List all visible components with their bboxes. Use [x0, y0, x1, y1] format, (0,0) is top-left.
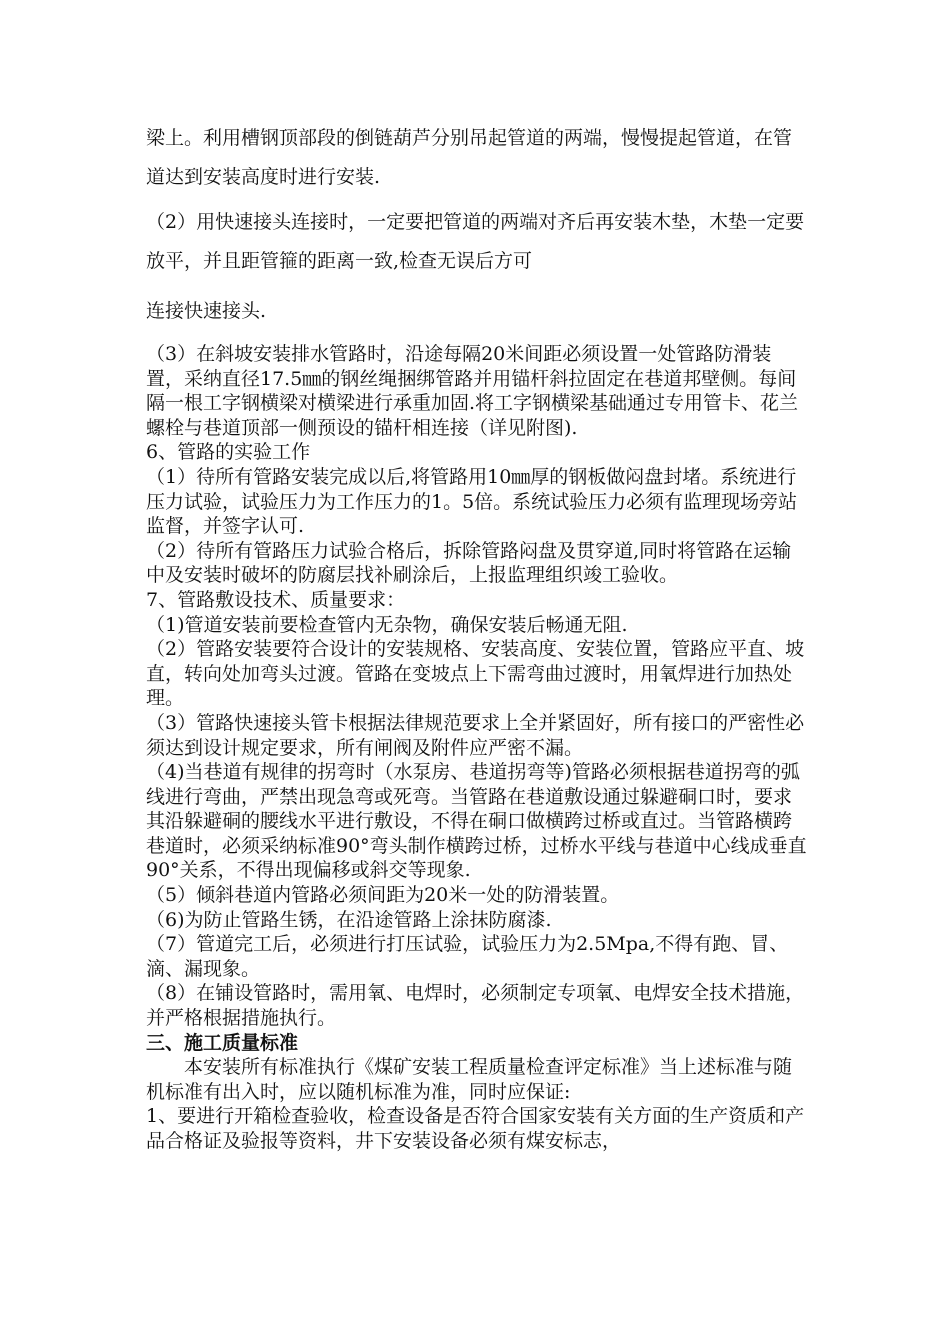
paragraph: （4)当巷道有规律的拐弯时（水泵房、巷道拐弯等)管路必须根据巷道拐弯的弧线进行弯曲，严禁出现急弯或死弯。当管路在巷道敷设通过躲避硐口时，要求其沿躲避硐的腰线水平进行敷设，不得在硐口做横跨过桥或直过。当管路横跨巷道时，必须采纳标准90°弯头制作横跨过桥，过桥水平线与巷道中心线成垂直90°关系，不得出现偏移或斜交等现象.	[146, 761, 807, 882]
paragraph: （5）倾斜巷道内管路必须间距为20米一处的防滑装置。	[146, 884, 620, 907]
paragraph: （8）在铺设管路时，需用氧、电焊时，必须制定专项氧、电焊安全技术措施，并严格根据措施执行。	[146, 982, 805, 1030]
paragraph: （6)为防止管路生锈，在沿途管路上涂抹防腐漆.	[146, 908, 552, 931]
document-body	[146, 119, 808, 1154]
paragraph: （2）管路安装要符合设计的安装规格、安装高度、安装位置，管路应平直、坡直，转向处加弯头过渡。管路在变坡点上下需弯曲过渡时，用氧焊进行加热处理。	[146, 638, 805, 710]
section-heading: 7、管路敷设技术、质量要求：	[146, 588, 406, 611]
paragraph: 1、要进行开箱检查验收，检查设备是否符合国家安装有关方面的生产资质和产品合格证及验报等资料，井下安装设备必须有煤安标志，	[146, 1105, 805, 1152]
paragraph: （1)管道安装前要检查管内无杂物，确保安装后畅通无阻.	[146, 613, 628, 636]
paragraph: （2）用快速接头连接时，一定要把管道的两端对齐后再安装木垫，木垫一定要放平，并且距管箍的距离一致,检查无误后方可	[146, 211, 805, 272]
paragraph: （2）待所有管路压力试验合格后，拆除管路闷盘及贯穿道,同时将管路在运输中及安装时破坏的防腐层找补刷涂后，上报监理组织竣工验收。	[146, 539, 792, 587]
paragraph: 梁上。利用槽钢顶部段的倒链葫芦分别吊起管道的两端，慢慢提起管道，在管道达到安装高度时进行安装.	[146, 127, 793, 188]
paragraph: （7）管道完工后，必须进行打压试验，试验压力为2.5Mpa,不得有跑、冒、滴、漏现象。	[146, 933, 789, 980]
chapter-heading: 三、施工质量标准	[146, 1031, 299, 1054]
paragraph: 本安装所有标准执行《煤矿安装工程质量检查评定标准》当上述标准与随机标准有出入时，应以随机标准为准，同时应保证:	[146, 1056, 793, 1103]
paragraph: 连接快速接头.	[146, 300, 267, 322]
paragraph: （1）待所有管路安装完成以后,将管路用10㎜厚的钢板做闷盘封堵。系统进行压力试验，试验压力为工作压力的1。5倍。系统试验压力必须有监理现场旁站监督，并签字认可.	[146, 465, 798, 538]
paragraph: （3）管路快速接头管卡根据法律规范要求上全并紧固好，所有接口的严密性必须达到设计规定要求，所有闸阀及附件应严密不漏。	[146, 711, 805, 759]
paragraph: （3）在斜坡安装排水管路时，沿途每隔20米间距必须设置一处管路防滑装置，采纳直径17.5㎜的钢丝绳捆绑管路并用锚杆斜拉固定在巷道邦壁侧。每间隔一根工字钢横梁对横梁进行承重加固.将工字钢横梁基础通过专用管卡、花兰螺栓与巷道顶部一侧预设的锚杆相连接（详见附图).	[146, 343, 799, 439]
section-heading: 6、管路的实验工作	[146, 441, 311, 464]
